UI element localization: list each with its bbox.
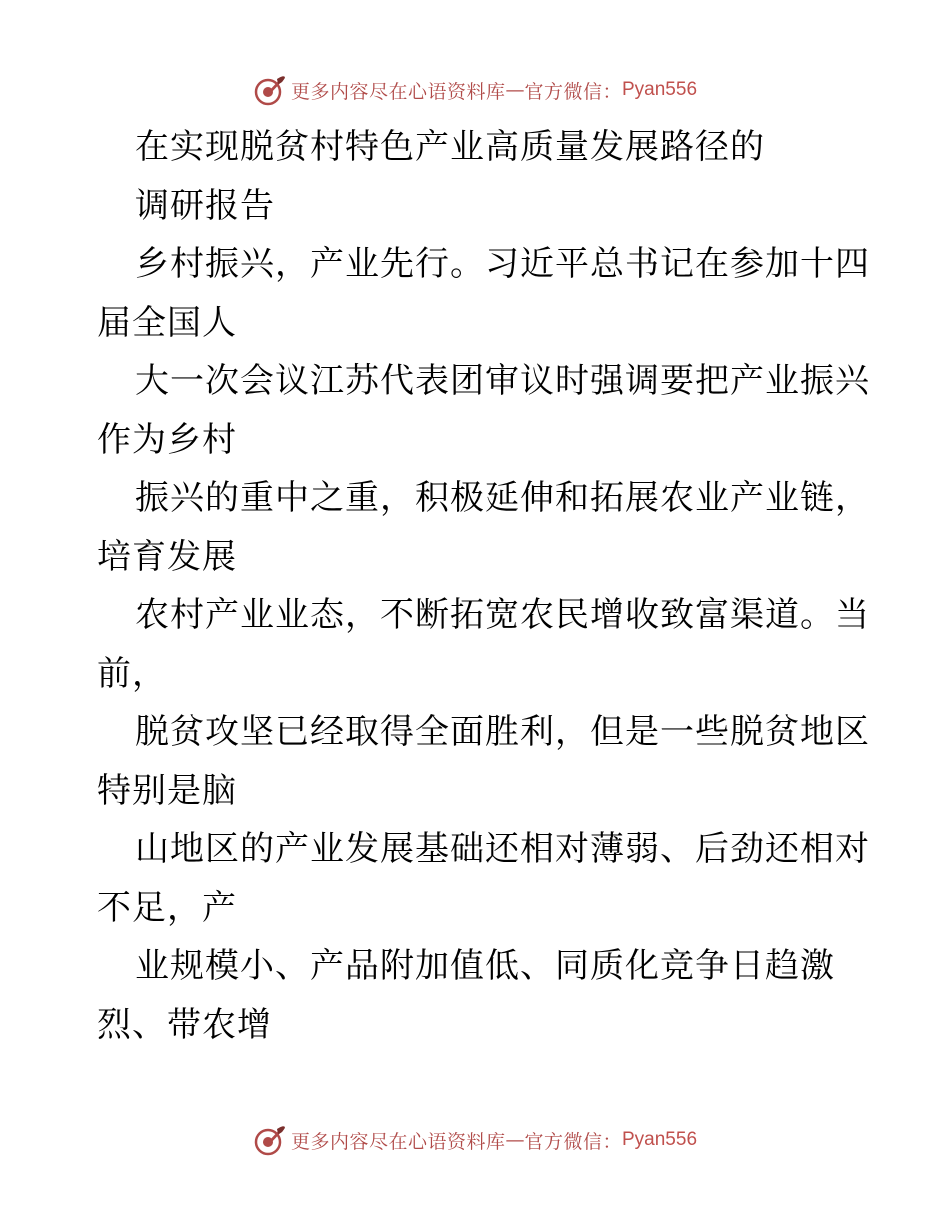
- paragraph-line: 乡村振兴，产业先行。习近平总书记在参加十四: [135, 244, 870, 284]
- title-line-2: 调研报告: [135, 185, 275, 226]
- title-line-1: 在实现脱贫村特色产业高质量发展路径的: [135, 127, 765, 167]
- header-watermark: [0, 70, 950, 110]
- paragraph-line: 山地区的产业发展基础还相对薄弱、后劲还相对: [135, 829, 870, 869]
- paragraph-line: 振兴的重中之重，积极延伸和拓展农业产业链，: [135, 478, 870, 518]
- watermark-text: 更多内容尽在心语资料库: [290, 80, 506, 103]
- paragraph-line: 培育发展: [97, 536, 237, 577]
- paragraph-line: 不足，产: [97, 887, 237, 928]
- document-body: [97, 118, 870, 1054]
- paragraph-line: 前，: [97, 653, 167, 694]
- watermark-label: 官方微信：: [524, 1130, 622, 1153]
- paragraph-line: 农村产业业态，不断拓宽农民增收致富渠道。当: [135, 595, 870, 635]
- paragraph-line: 烈、带农增: [97, 1004, 272, 1045]
- paragraph-line: 特别是脑: [97, 770, 237, 811]
- watermark-handle: Pyan556: [622, 1129, 698, 1150]
- footer-watermark: [0, 1120, 950, 1160]
- quill-pen-logo-icon: [253, 1123, 287, 1157]
- paragraph-line: 大一次会议江苏代表团审议时强调要把产业振兴: [135, 361, 870, 401]
- paragraph-line: 届全国人: [97, 302, 237, 343]
- quill-pen-logo-icon: [253, 73, 287, 107]
- watermark-label: 官方微信：: [524, 80, 622, 103]
- paragraph-line: 脱贫攻坚已经取得全面胜利，但是一些脱贫地区: [135, 712, 870, 752]
- paragraph-line: 作为乡村: [97, 419, 237, 460]
- watermark-handle: Pyan556: [622, 79, 698, 100]
- paragraph-line: 业规模小、产品附加值低、同质化竞争日趋激: [135, 946, 835, 986]
- watermark-separator: —: [505, 79, 525, 101]
- watermark-separator: —: [505, 1129, 525, 1151]
- watermark-text: 更多内容尽在心语资料库: [290, 1130, 506, 1153]
